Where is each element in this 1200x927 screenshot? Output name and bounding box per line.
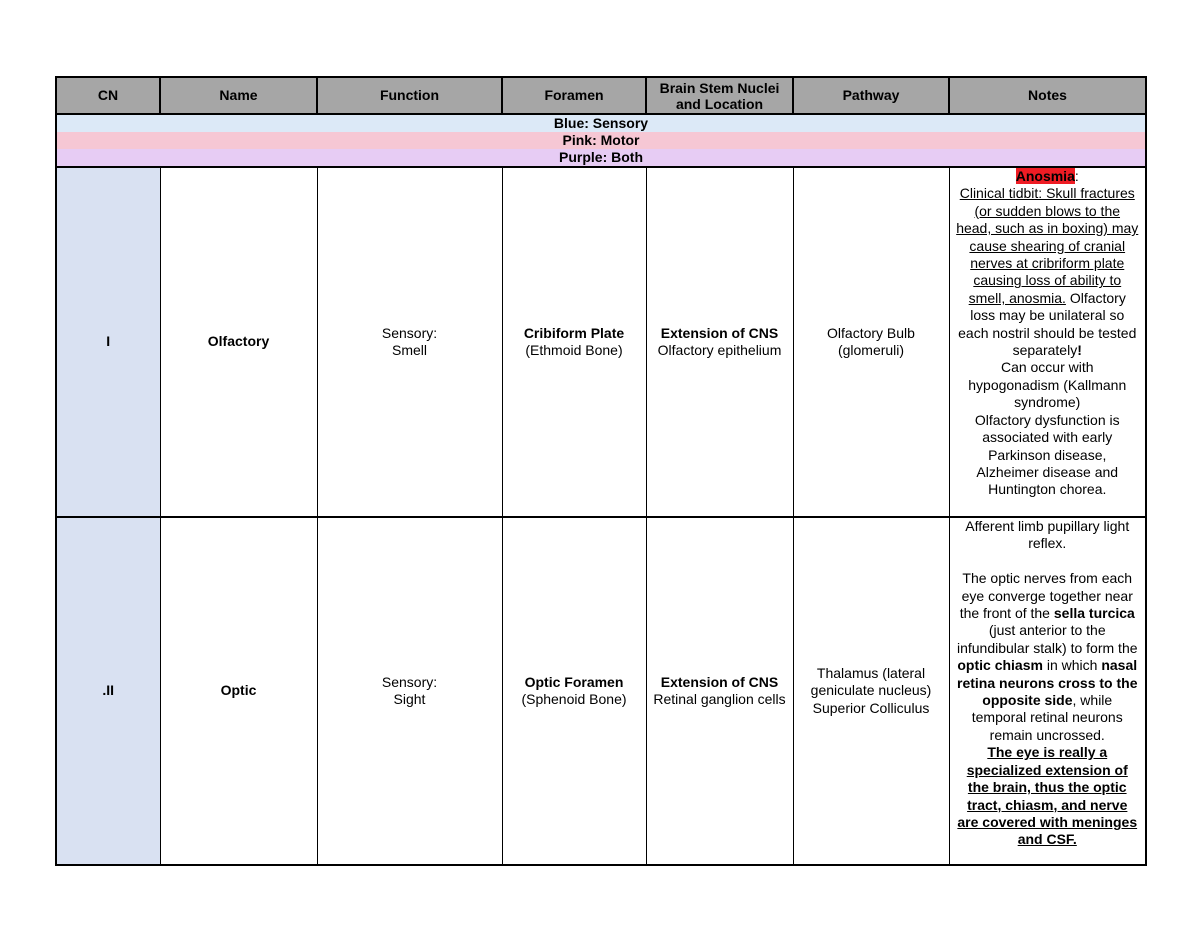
foramen-cell — [502, 167, 646, 517]
legend-cell — [56, 114, 1146, 167]
nuclei-cell — [646, 517, 793, 865]
pathway-line: Thalamus (lateral geniculate nucleus) — [810, 664, 932, 699]
notes-text: The optic nerves from each eye converge together near the front of the — [959, 570, 1133, 622]
header-pathway: Pathway — [793, 77, 949, 114]
table-row — [56, 167, 1146, 517]
foramen-bone: (Ethmoid Bone) — [525, 342, 623, 358]
pathway-line: Olfactory Bulb — [827, 324, 915, 341]
notes-bold: nasal retina neurons cross to the opposite side — [957, 657, 1138, 709]
foramen-name: Cribiform Plate — [523, 324, 625, 341]
cn-number: .II — [56, 517, 160, 865]
foramen-name: Optic Foramen — [524, 673, 624, 690]
notes-text: Olfactory dysfunction is associated with early Parkinson disease, Alzheimer disease and Huntington chorea. — [974, 411, 1120, 498]
nerve-name: Optic — [160, 517, 317, 865]
cn-number: I — [56, 167, 160, 517]
nuclei-main: Extension of CNS — [660, 324, 779, 341]
cranial-nerve-table — [55, 76, 1147, 866]
notes-cell — [949, 167, 1146, 517]
notes-emphasis: The eye is really a specialized extension of the brain, thus the optic tract, chiasm, and nerve are covered with meninges and CSF. — [957, 744, 1138, 848]
header-notes: Notes — [949, 77, 1146, 114]
header-name: Name — [160, 77, 317, 114]
pathway-line: (glomeruli) — [837, 342, 905, 358]
legend-both: Purple: Both — [57, 149, 1145, 166]
header-cn: CN — [56, 77, 160, 114]
legend-motor: Pink: Motor — [57, 132, 1145, 149]
nuclei-main: Extension of CNS — [660, 673, 779, 690]
foramen-bone: (Sphenoid Bone) — [521, 691, 627, 707]
header-nuclei — [646, 77, 793, 114]
notes-bold: sella turcica — [1053, 605, 1135, 622]
notes-text: Olfactory loss may be unilateral so each nostril should be tested separately — [958, 289, 1137, 359]
header-row — [56, 77, 1146, 114]
table-row — [56, 517, 1146, 865]
legend-sensory: Blue: Sensory — [57, 115, 1145, 132]
notes-colon: : — [1074, 168, 1079, 184]
notes-text: Afferent limb pupillary light reflex. — [965, 518, 1130, 552]
nuclei-cell — [646, 167, 793, 517]
anosmia-highlight: Anosmia — [1015, 168, 1075, 184]
nuclei-detail: Retinal ganglion cells — [653, 691, 786, 707]
notes-bold: optic chiasm — [957, 657, 1043, 674]
function-detail: Smell — [391, 342, 427, 358]
pathway-cell — [793, 167, 949, 517]
nuclei-detail: Olfactory epithelium — [657, 342, 782, 358]
header-nuclei-line1: Brain Stem Nuclei — [659, 79, 780, 96]
nerve-name: Olfactory — [160, 167, 317, 517]
clinical-tidbit: Clinical tidbit: Skull fractures (or sudden blows to the head, such as in boxing) may cause shearing of cranial nerves at cribriform plate causing loss of ability to smell, anosmia. — [956, 185, 1139, 306]
notes-text: (just anterior to the infundibular stalk) to form the — [956, 622, 1138, 656]
pathway-line: Superior Colliculus — [812, 699, 930, 716]
header-function: Function — [317, 77, 502, 114]
notes-text: Can occur with hypogonadism (Kallmann syndrome) — [968, 359, 1127, 411]
function-detail: Sight — [393, 691, 426, 707]
legend-row — [56, 114, 1146, 167]
notes-text: , while temporal retinal neurons remain uncrossed. — [971, 692, 1123, 743]
function-cell — [317, 517, 502, 865]
pathway-cell — [793, 517, 949, 865]
notes-cell — [949, 517, 1146, 865]
header-foramen: Foramen — [502, 77, 646, 114]
function-type: Sensory: — [381, 673, 438, 690]
header-nuclei-line2: and Location — [675, 95, 764, 112]
foramen-cell — [502, 517, 646, 865]
function-type: Sensory: — [381, 324, 438, 341]
notes-exclaim: ! — [1077, 342, 1082, 359]
notes-text: in which — [1046, 657, 1098, 674]
function-cell — [317, 167, 502, 517]
